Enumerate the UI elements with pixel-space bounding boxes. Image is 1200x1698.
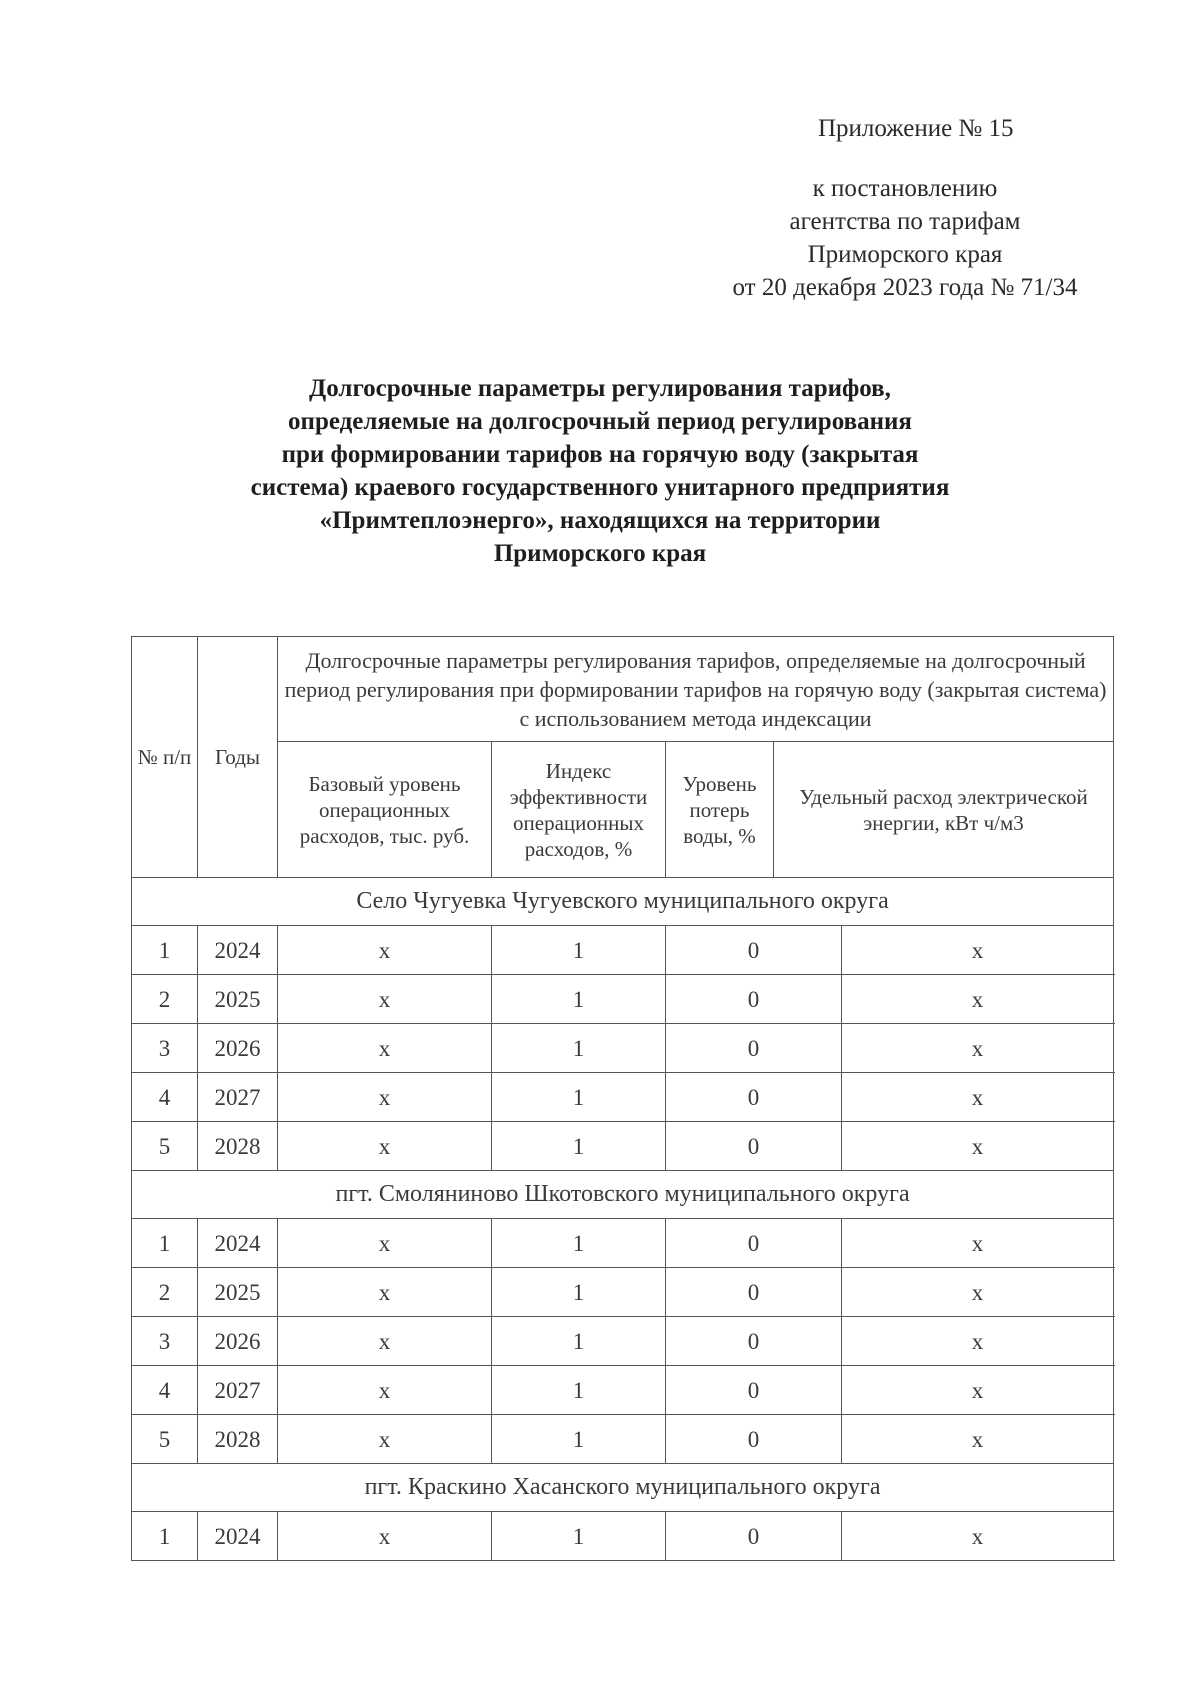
cell-efficiency-index: 1 (492, 1415, 666, 1464)
cell-efficiency-index: 1 (492, 1268, 666, 1317)
tariff-parameters-table (131, 636, 1114, 1561)
table-row (132, 1122, 1114, 1171)
cell-number: 3 (132, 1317, 198, 1366)
cell-energy-consumption: x (842, 926, 1114, 975)
table-row (132, 1073, 1114, 1122)
cell-base-level: x (278, 926, 492, 975)
cell-number: 1 (132, 1512, 198, 1561)
section-title: пгт. Смоляниново Шкотовского муниципального округа (132, 1171, 1114, 1219)
cell-energy-consumption: x (842, 1122, 1114, 1171)
header-water-loss: Уровень потерь воды, % (666, 742, 774, 878)
cell-energy-consumption: x (842, 1024, 1114, 1073)
cell-number: 4 (132, 1073, 198, 1122)
cell-water-loss: 0 (666, 1024, 842, 1073)
cell-energy-consumption: x (842, 975, 1114, 1024)
cell-number: 3 (132, 1024, 198, 1073)
title-line: Приморского края (493, 540, 707, 567)
cell-number: 2 (132, 1268, 198, 1317)
cell-water-loss: 0 (666, 1366, 842, 1415)
cell-water-loss: 0 (666, 1268, 842, 1317)
table-row (132, 1317, 1114, 1366)
cell-year: 2024 (198, 926, 278, 975)
cell-year: 2028 (198, 1122, 278, 1171)
header-energy-consumption: Удельный расход электрической энергии, кВт ч/м3 (774, 742, 1114, 878)
title-line: Долгосрочные параметры регулирования тарифов, (309, 375, 891, 402)
table-row (132, 1268, 1114, 1317)
cell-year: 2025 (198, 1268, 278, 1317)
table-row (132, 1024, 1114, 1073)
cell-base-level: x (278, 1219, 492, 1268)
cell-base-level: x (278, 1415, 492, 1464)
cell-efficiency-index: 1 (492, 1024, 666, 1073)
cell-energy-consumption: x (842, 1219, 1114, 1268)
cell-water-loss: 0 (666, 1073, 842, 1122)
cell-water-loss: 0 (666, 1415, 842, 1464)
cell-energy-consumption: x (842, 1366, 1114, 1415)
table-row (132, 1219, 1114, 1268)
header-number: № п/п (132, 637, 198, 878)
cell-year: 2028 (198, 1415, 278, 1464)
cell-base-level: x (278, 975, 492, 1024)
cell-efficiency-index: 1 (492, 926, 666, 975)
header-years: Годы (198, 637, 278, 878)
cell-base-level: x (278, 1366, 492, 1415)
cell-year: 2026 (198, 1024, 278, 1073)
cell-efficiency-index: 1 (492, 1317, 666, 1366)
cell-efficiency-index: 1 (492, 1073, 666, 1122)
cell-number: 2 (132, 975, 198, 1024)
header-base-level: Базовый уровень операционных расходов, тыс. руб. (278, 742, 492, 878)
cell-year: 2027 (198, 1366, 278, 1415)
annex-line: Приморского края (807, 241, 1003, 268)
cell-year: 2027 (198, 1073, 278, 1122)
table-row (132, 1415, 1114, 1464)
annex-block (700, 112, 1110, 304)
cell-base-level: x (278, 1268, 492, 1317)
document-title (130, 372, 1070, 570)
table-row (132, 1366, 1114, 1415)
section-row (132, 1171, 1114, 1219)
cell-year: 2025 (198, 975, 278, 1024)
cell-efficiency-index: 1 (492, 975, 666, 1024)
annex-number: Приложение № 15 (818, 115, 1014, 142)
cell-base-level: x (278, 1512, 492, 1561)
title-line: система) краевого государственного унитарного предприятия (250, 474, 950, 501)
annex-line: агентства по тарифам (789, 208, 1021, 235)
table-row (132, 975, 1114, 1024)
header-efficiency-index: Индекс эффективности операционных расходов, % (492, 742, 666, 878)
cell-energy-consumption: x (842, 1073, 1114, 1122)
table-row (132, 1512, 1114, 1561)
cell-year: 2026 (198, 1317, 278, 1366)
cell-efficiency-index: 1 (492, 1122, 666, 1171)
section-title: пгт. Краскино Хасанского муниципального округа (132, 1464, 1114, 1512)
cell-energy-consumption: x (842, 1268, 1114, 1317)
header-group: Долгосрочные параметры регулирования тарифов, определяемые на долгосрочный период регулирования при формировании тарифов на горячую воду (закрытая система) с использованием метода индексации (278, 637, 1114, 742)
cell-number: 4 (132, 1366, 198, 1415)
cell-base-level: x (278, 1317, 492, 1366)
cell-efficiency-index: 1 (492, 1219, 666, 1268)
section-title: Село Чугуевка Чугуевского муниципального округа (132, 878, 1114, 926)
cell-number: 1 (132, 926, 198, 975)
cell-energy-consumption: x (842, 1317, 1114, 1366)
annex-line: от 20 декабря 2023 года № 71/34 (732, 274, 1078, 301)
cell-water-loss: 0 (666, 1317, 842, 1366)
cell-water-loss: 0 (666, 926, 842, 975)
cell-energy-consumption: x (842, 1415, 1114, 1464)
section-row (132, 1464, 1114, 1512)
cell-base-level: x (278, 1073, 492, 1122)
cell-water-loss: 0 (666, 1219, 842, 1268)
cell-water-loss: 0 (666, 975, 842, 1024)
section-row (132, 878, 1114, 926)
cell-base-level: x (278, 1122, 492, 1171)
cell-number: 5 (132, 1122, 198, 1171)
cell-year: 2024 (198, 1512, 278, 1561)
title-line: «Примтеплоэнерго», находящихся на территории (319, 507, 881, 534)
title-line: определяемые на долгосрочный период регулирования (288, 408, 912, 435)
title-line: при формировании тарифов на горячую воду (закрытая (281, 441, 919, 468)
annex-line: к постановлению (812, 175, 998, 202)
cell-water-loss: 0 (666, 1122, 842, 1171)
cell-energy-consumption: x (842, 1512, 1114, 1561)
cell-efficiency-index: 1 (492, 1512, 666, 1561)
cell-water-loss: 0 (666, 1512, 842, 1561)
cell-number: 1 (132, 1219, 198, 1268)
cell-year: 2024 (198, 1219, 278, 1268)
cell-efficiency-index: 1 (492, 1366, 666, 1415)
table-row (132, 926, 1114, 975)
cell-number: 5 (132, 1415, 198, 1464)
cell-base-level: x (278, 1024, 492, 1073)
